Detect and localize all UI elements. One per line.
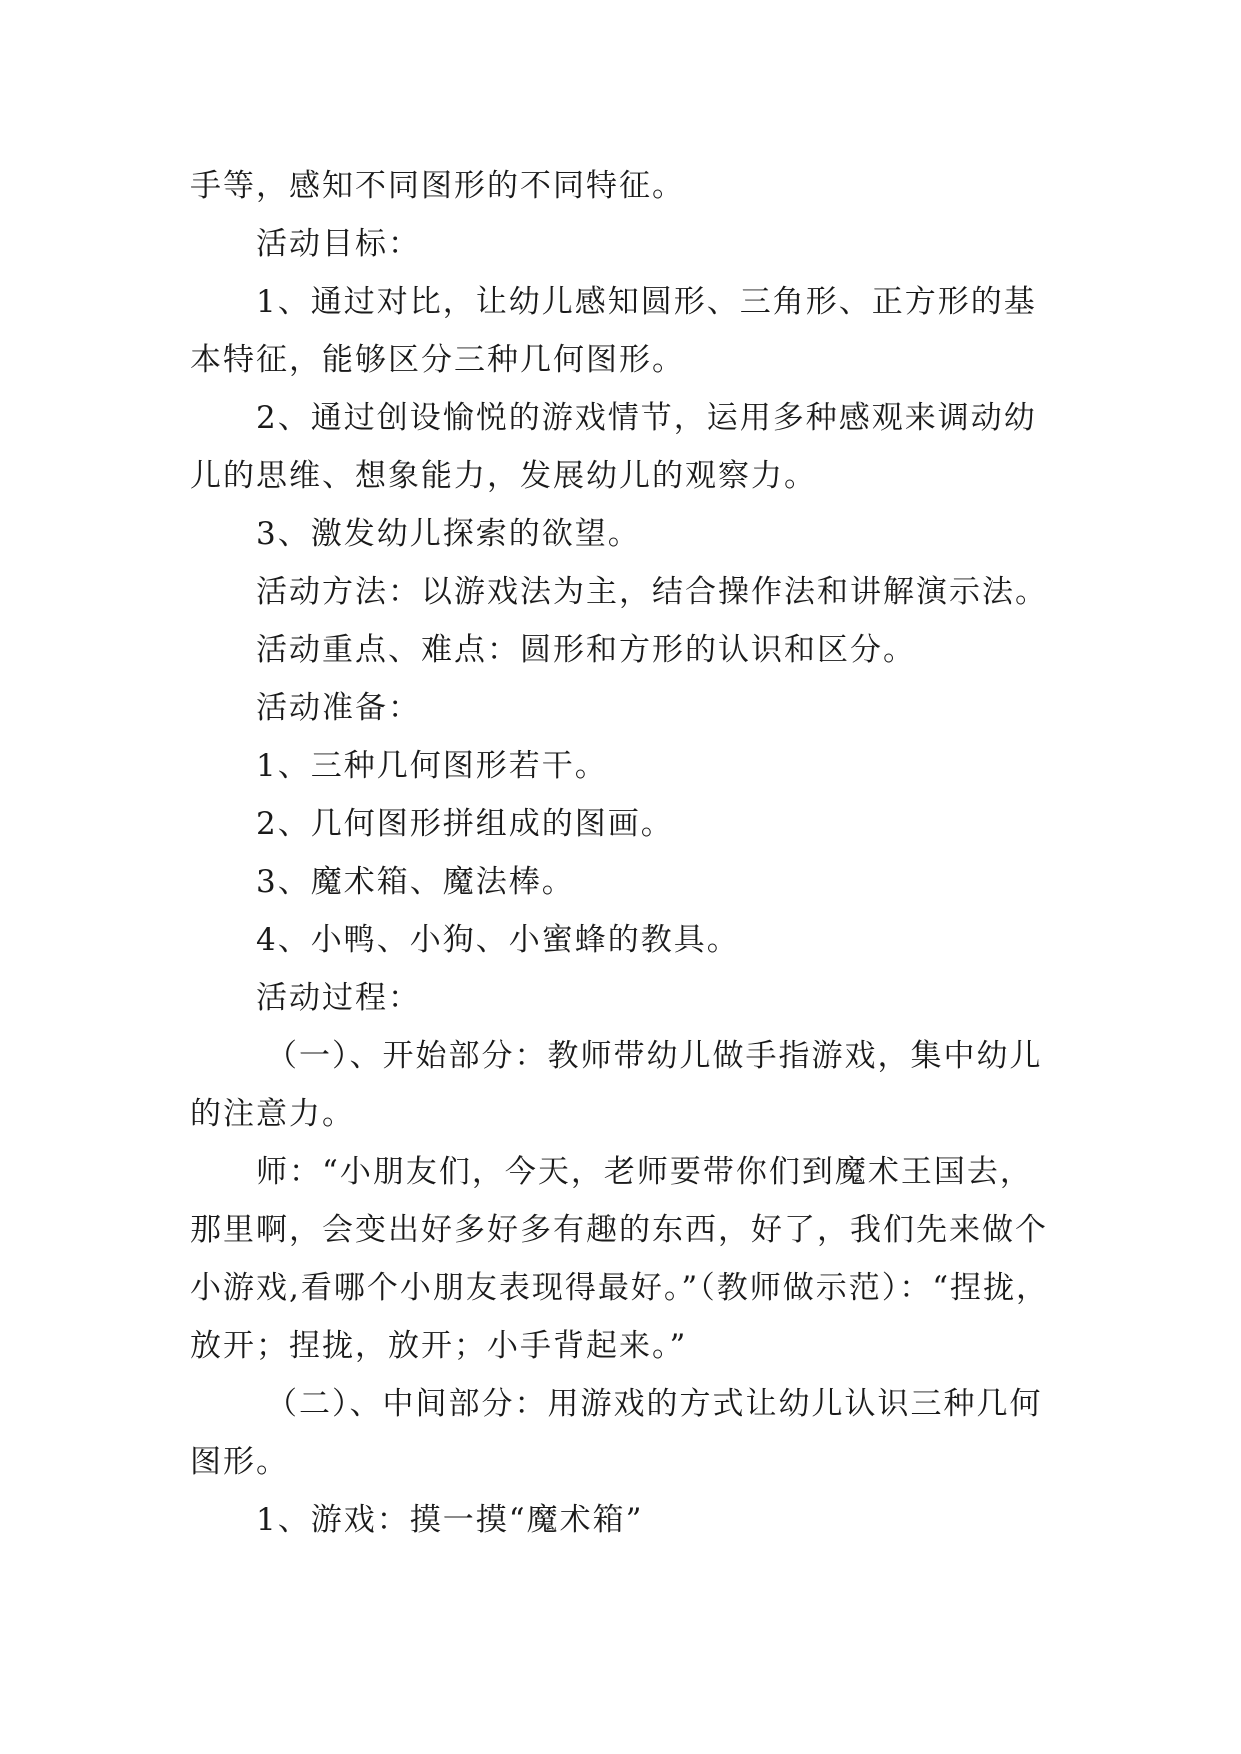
section-heading-goals: 活动目标： <box>256 226 421 262</box>
text-line: 手等，感知不同图形的不同特征。 <box>190 168 685 204</box>
text-line: 图形。 <box>190 1444 289 1480</box>
text-line: （二）、中间部分：用游戏的方式让幼儿认识三种几何 <box>266 1386 1043 1422</box>
section-heading-process: 活动过程： <box>256 980 421 1016</box>
text-line: 的注意力。 <box>190 1096 355 1132</box>
text-line: 本特征，能够区分三种几何图形。 <box>190 342 685 378</box>
text-line: 3、激发幼儿探索的欲望。 <box>256 516 641 552</box>
text-line: 师：“小朋友们，今天，老师要带你们到魔术王国去， <box>256 1154 1033 1190</box>
text-line: 3、魔术箱、魔法棒。 <box>256 864 575 900</box>
text-line: 活动方法：以游戏法为主，结合操作法和讲解演示法。 <box>256 574 1048 610</box>
text-line: 活动重点、难点：圆形和方形的认识和区分。 <box>256 632 916 668</box>
section-heading-preparation: 活动准备： <box>256 690 421 726</box>
text-line: 1、游戏：摸一摸“魔术箱” <box>256 1502 644 1538</box>
text-line: 1、三种几何图形若干。 <box>256 748 608 784</box>
text-line: 2、几何图形拼组成的图画。 <box>256 806 674 842</box>
text-line: 1、通过对比，让幼儿感知圆形、三角形、正方形的基 <box>256 284 1037 320</box>
text-line: 儿的思维、想象能力，发展幼儿的观察力。 <box>190 458 817 494</box>
text-line: 放开；捏拢，放开；小手背起来。” <box>190 1328 688 1364</box>
text-line: （一）、开始部分：教师带幼儿做手指游戏，集中幼儿 <box>266 1038 1043 1074</box>
text-line: 那里啊，会变出好多好多有趣的东西，好了，我们先来做个 <box>190 1212 1048 1248</box>
text-line: 2、通过创设愉悦的游戏情节，运用多种感观来调动幼 <box>256 400 1037 436</box>
text-line: 小游戏,看哪个小朋友表现得最好。”（教师做示范）：“捏拢， <box>190 1270 1050 1306</box>
text-line: 4、小鸭、小狗、小蜜蜂的教具。 <box>256 922 740 958</box>
